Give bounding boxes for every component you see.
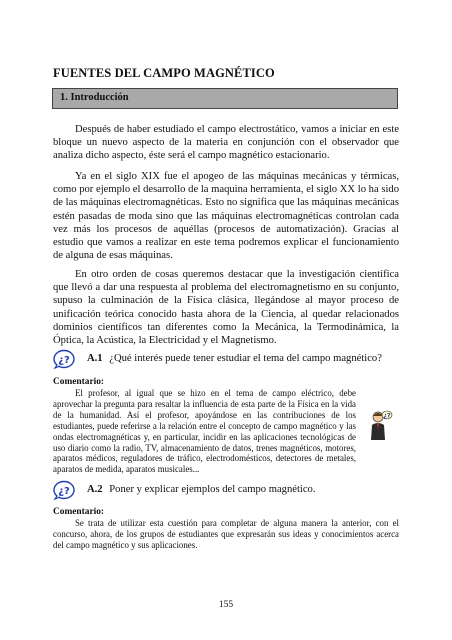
activity-question <box>87 353 382 364</box>
paragraph-2: Ya en el siglo XIX fue el apogeo de las máquinas mecánicas y térmicas, como por ejemplo el desarrollo de la maquina herramienta, el siglo XX lo ha sido de las máquinas electromagnéticas. Esto no significa que las máquinas mecánicas estén pasadas de moda sino que las máquinas electromagnéticas controlan cada vez más los procesos de aquéllas (procesos de automatización). Gracias al estudio que vamos a realizar en este tema podremos explicar el funcionamiento de alguna de esas máquinas. <box>53 171 399 262</box>
paragraph-1: Después de haber estudiado el campo electrostático, vamos a iniciar en este bloque un nuevo aspecto de la materia en conjunción con el observador que analiza dicho aspecto, éste será el campo magnético estacionario. <box>53 124 399 162</box>
activity-a2 <box>53 480 399 502</box>
svg-text:¿?: ¿? <box>383 412 391 420</box>
teacher-icon <box>369 408 393 442</box>
page-title: FUENTES DEL CAMPO MAGNÉTICO <box>53 66 275 80</box>
section-title: 1. Introducción <box>60 92 129 103</box>
activity-question-text: ¿Qué interés puede tener estudiar el tema del campo magnético? <box>109 353 382 364</box>
comment-text: Se trata de utilizar esta cuestión para completar de alguna manera la anterior, con el concurso, ahora, de los grupos de estudiantes que expresarán sus ideas y conocimientos acerca del campo magnético y sus aplicaciones. <box>53 518 399 550</box>
question-icon <box>53 349 75 369</box>
paragraph-3: En otro orden de cosas queremos destacar que la investigación científica que llevó a dar una respuesta al problema del electromagnetismo en su conjunto, supuso la culminación de la Física clásica, llegándose al mayor proceso de unificación teórica conocido hasta ahora de la Ciencia, al quedar relacionados dominios científicos tan diferentes como la Mecánica, la Termodinámica, la Óptica, la Acústica, la Electricidad y el Magnetismo. <box>53 269 399 347</box>
comment-text: El profesor, al igual que se hizo en el tema de campo eléctrico, debe aprovechar la pregunta para resaltar la influencia de esta parte de la Física en la vida de la humanidad. Así el profesor, apoyándose en las contribuciones de los estudiantes, puede referirse a la relación entre el concepto de campo magnético y las ondas electromagnéticas y, en particular, incidir en las aplicaciones tecnológicas de uso diario como la radio, TV, almacenamiento de datos, trenes magnéticos, motores, aparatos médicos, reguladores de tráfico, electrodomésticos, detectores de metales, aparatos de medida, aparatos musicales... <box>53 388 356 475</box>
comment-label: Comentario: <box>53 507 105 517</box>
comment-label: Comentario: <box>53 377 105 387</box>
activity-id: A.2 <box>87 484 103 495</box>
svg-text:¿?: ¿? <box>58 486 70 497</box>
question-icon <box>53 480 75 500</box>
section-header <box>52 88 398 109</box>
activity-id: A.1 <box>87 353 103 364</box>
activity-question <box>87 484 315 495</box>
page-number: 155 <box>218 600 234 610</box>
activity-question-text: Poner y explicar ejemplos del campo magnético. <box>109 484 316 495</box>
activity-a1 <box>53 349 399 371</box>
svg-text:¿?: ¿? <box>58 355 70 366</box>
